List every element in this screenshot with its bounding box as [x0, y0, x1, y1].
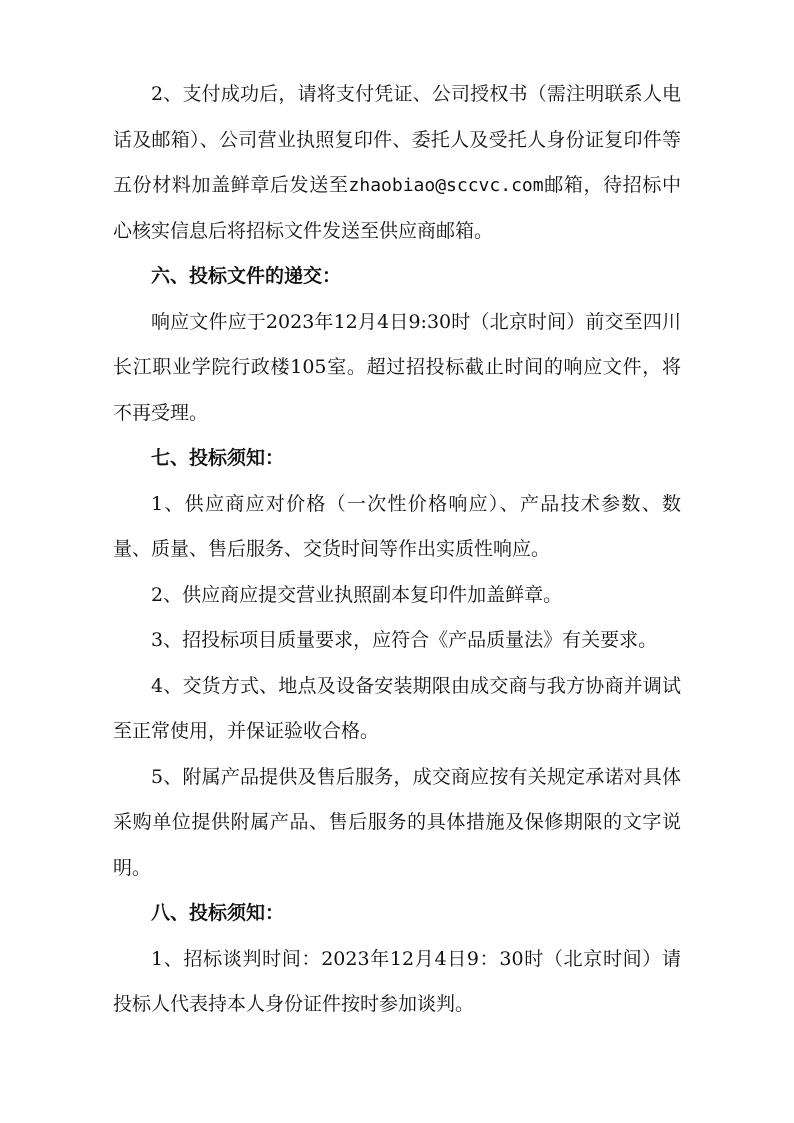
section-8-item-1: 1、招标谈判时间：2023年12月4日9：30时（北京时间）请投标人代表持本人身份证件按时参加谈判。 [113, 947, 681, 1015]
payment-materials-tail: 邮箱，待招标中心核实信息后将招标文件发送至供应商邮箱。 [113, 174, 681, 242]
section-7-item-3: 3、招投标项目质量要求，应符合《产品质量法》有关要求。 [151, 629, 658, 651]
section-7-heading: 七、投标须知： [151, 447, 285, 469]
payment-materials-text: 2、支付成功后，请将支付凭证、公司授权书（需注明联系人电话及邮箱）、公司营业执照复印件、委托人及受托人身份证复印件等五份材料加盖鲜章后发送至 [113, 83, 681, 196]
paragraph-payment-materials [113, 72, 681, 254]
section-6-heading: 六、投标文件的递交： [151, 265, 342, 287]
section-7-item-1: 1、供应商应对价格（一次性价格响应）、产品技术参数、数量、质量、售后服务、交货时间等作出实质性响应。 [113, 492, 681, 560]
section-6-body: 响应文件应于2023年12月4日9:30时（北京时间）前交至四川长江职业学院行政楼105室。超过招投标截止时间的响应文件，将不再受理。 [113, 310, 681, 424]
section-7-item-2: 2、供应商应提交营业执照副本复印件加盖鲜章。 [151, 583, 563, 606]
document-page [113, 72, 681, 1028]
section-7-item-4: 4、交货方式、地点及设备安装期限由成交商与我方协商并调试至正常使用，并保证验收合格。 [113, 674, 681, 742]
section-8-heading: 八、投标须知： [151, 902, 285, 924]
section-7-item-5: 5、附属产品提供及售后服务，成交商应按有关规定承诺对具体采购单位提供附属产品、售后服务的具体措施及保修期限的文字说明。 [113, 765, 681, 879]
email-address: zhaobiao@sccvc.com [348, 175, 544, 196]
